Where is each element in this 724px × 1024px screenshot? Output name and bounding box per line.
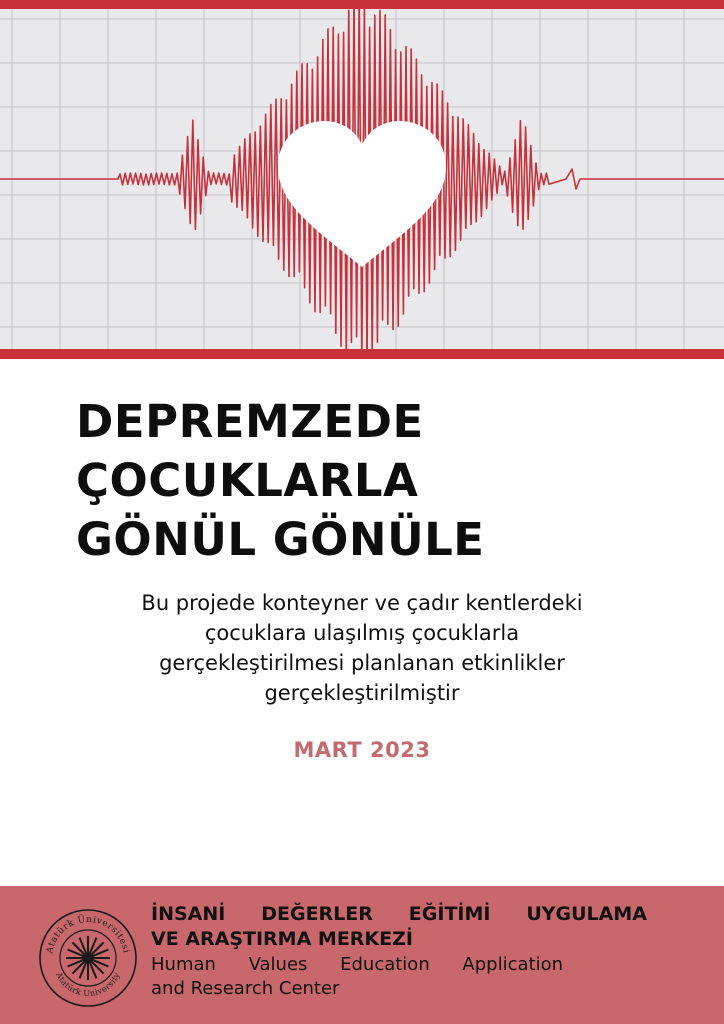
center-name-en-line1 bbox=[151, 953, 563, 977]
cover-title bbox=[76, 392, 485, 569]
ecg-illustration bbox=[0, 9, 724, 351]
center-name-english bbox=[151, 953, 563, 1001]
center-name-word: Education bbox=[340, 954, 430, 975]
center-name-word: Application bbox=[462, 954, 563, 975]
top-accent-bar bbox=[0, 0, 724, 9]
heartbeat-heart-ecg-icon bbox=[0, 9, 724, 351]
center-name-word: EĞİTİMİ bbox=[408, 903, 491, 925]
description-line: çocuklara ulaşılmış çocuklarla bbox=[204, 621, 520, 645]
seal-text-top: Atatürk Üniversitesi bbox=[45, 914, 131, 955]
center-name bbox=[151, 902, 647, 1001]
seal-motif-icon bbox=[66, 936, 110, 980]
center-name-en-line2: and Research Center bbox=[151, 978, 340, 999]
center-name-word: UYGULAMA bbox=[526, 903, 647, 925]
center-name-word: Values bbox=[248, 954, 308, 975]
description-line: gerçekleştirilmesi planlanan etkinlikler bbox=[159, 651, 565, 675]
cover-description bbox=[0, 588, 724, 708]
center-name-turkish bbox=[151, 902, 647, 952]
description-line: Bu projede konteyner ve çadır kentlerdeki bbox=[141, 591, 583, 615]
center-name-tr-line2: VE ARAŞTIRMA MERKEZİ bbox=[151, 928, 413, 950]
seal-text-bottom: Atatürk University bbox=[54, 970, 122, 999]
description-line: gerçekleştirilmiştir bbox=[264, 681, 460, 705]
center-name-word: İNSANİ bbox=[151, 903, 226, 925]
university-seal-icon bbox=[38, 908, 138, 1008]
center-name-word: DEĞERLER bbox=[261, 903, 373, 925]
title-line: ÇOCUKLARLA bbox=[76, 454, 419, 507]
hero-bottom-bar bbox=[0, 349, 724, 359]
cover-date: MART 2023 bbox=[293, 738, 431, 762]
title-line: DEPREMZEDE bbox=[76, 395, 424, 448]
center-name-tr-line1 bbox=[151, 902, 647, 927]
center-name-word: Human bbox=[151, 954, 216, 975]
title-line: GÖNÜL GÖNÜLE bbox=[76, 513, 485, 566]
footer-banner bbox=[0, 886, 724, 1024]
